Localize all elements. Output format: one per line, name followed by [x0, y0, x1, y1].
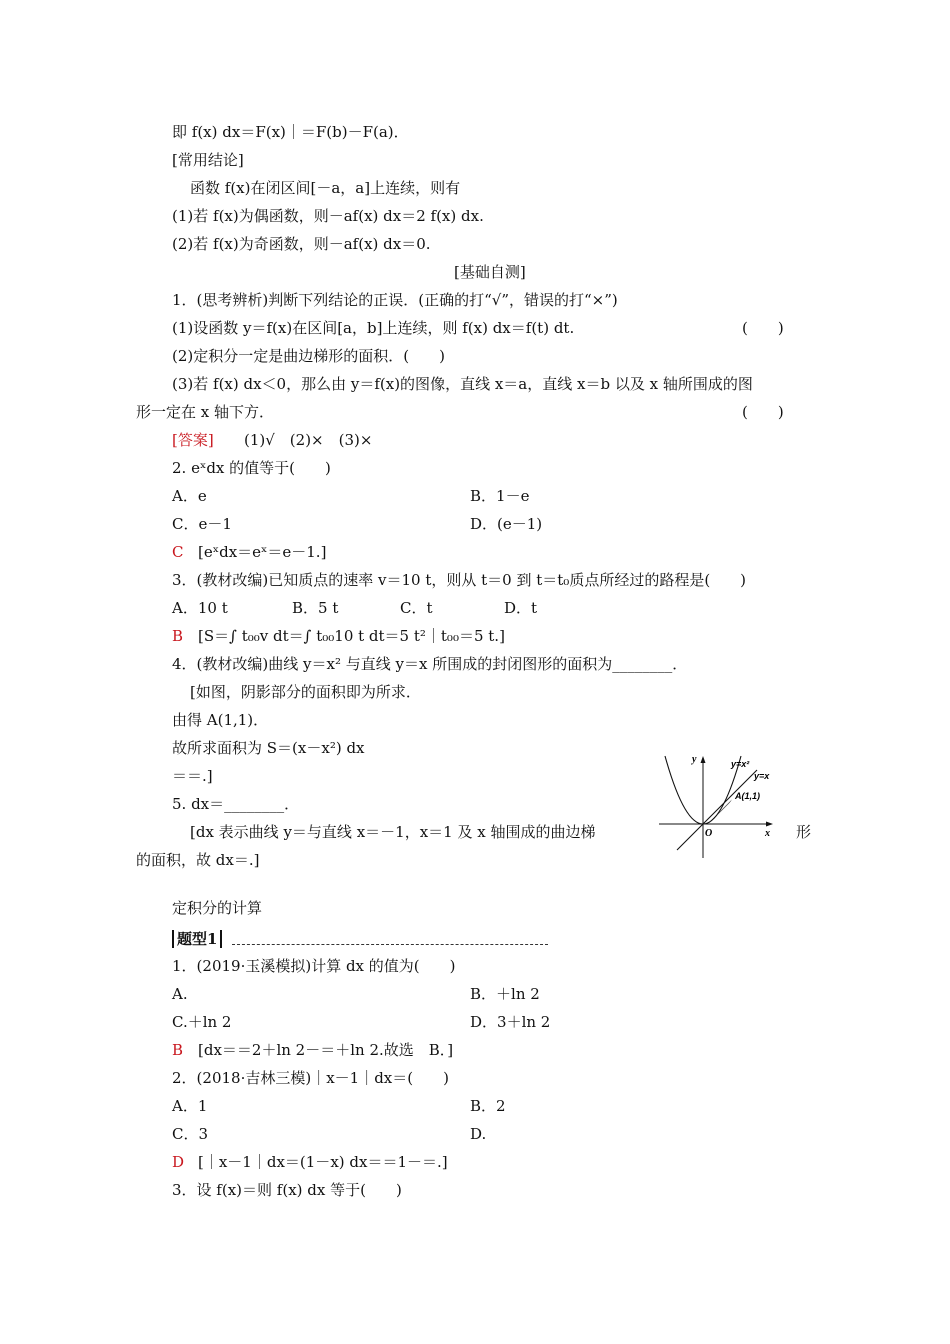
y-axis-label: y — [692, 754, 697, 765]
q3-stem: 3．(教材改编)已知质点的速率 v＝10 t，则从 t＝0 到 t＝t₀质点所经过的路程是( ) — [172, 571, 747, 589]
q3-option-d: D．t — [504, 599, 538, 617]
line-1: 即 f(x) dx＝F(x)｜＝F(b)－F(a)． — [172, 123, 409, 141]
q1-answer: (1)√ (2)× (3)× — [244, 431, 373, 449]
q2-answer: [eˣdx＝eˣ＝e－1.] — [198, 543, 327, 561]
q5-solution-1: [dx 表示曲线 y＝与直线 x＝－1，x＝1 及 x 轴围成的曲边梯 — [190, 823, 596, 841]
q3-answer-letter: B — [172, 627, 184, 645]
q1-item-3: (3)若 f(x) dx＜0，那么由 y＝f(x)的图像，直线 x＝a，直线 x＝b 以及 x 轴所围成的图 — [172, 375, 753, 393]
q4-solution-2: 由得 A(1,1)． — [172, 711, 269, 729]
t1-q1-option-a: A. — [172, 985, 188, 1003]
q5-solution-2: 的面积，故 dx＝.] — [136, 851, 260, 869]
q3-option-a: A．10 t — [172, 599, 228, 617]
q1-stem: 1．(思考辨析)判断下列结论的正误．(正确的打“√”，错误的打“×”) — [172, 291, 618, 309]
parabola-line-figure — [655, 752, 785, 862]
t1-q1-option-c: C.＋ln 2 — [172, 1013, 232, 1031]
t1-q2-answer-letter: D — [172, 1153, 185, 1171]
t1-q1-answer: [dx＝＝2＋ln 2－＝＋ln 2.故选 B．] — [198, 1041, 454, 1059]
t1-q2-option-d: D. — [470, 1125, 487, 1143]
t1-q1-stem: 1．(2019·玉溪模拟)计算 dx 的值为( ) — [172, 957, 456, 975]
t1-q1-option-b: B．＋ln 2 — [470, 985, 540, 1003]
q5-solution-1-end: 形 — [796, 823, 812, 841]
t1-q1-option-d: D．3＋ln 2 — [470, 1013, 551, 1031]
line-y-eq-x — [677, 770, 757, 850]
q3-option-c: C．t — [400, 599, 433, 617]
line-3: 函数 f(x)在闭区间[－a，a]上连续，则有 — [190, 179, 461, 197]
t1-q2-option-b: B．2 — [470, 1097, 506, 1115]
x-axis-label: x — [765, 828, 770, 839]
answer-paren: ( ) — [742, 319, 784, 337]
section-title-definite-integral: 定积分的计算 — [172, 899, 263, 917]
q4-solution-4: ＝＝.] — [172, 767, 213, 785]
line-5: (2)若 f(x)为奇函数，则－af(x) dx＝0. — [172, 235, 431, 253]
point-a-label: A(1,1) — [735, 791, 761, 801]
t1-q1-answer-letter: B — [172, 1041, 184, 1059]
t1-q3-stem: 3．设 f(x)＝则 f(x) dx 等于( ) — [172, 1181, 402, 1199]
q2-answer-letter: C — [172, 543, 184, 561]
y-axis-arrow — [701, 756, 706, 763]
line-4: (1)若 f(x)为偶函数，则－af(x) dx＝2 f(x) dx. — [172, 207, 484, 225]
x-axis-arrow — [766, 822, 773, 827]
t1-q2-stem: 2．(2018·吉林三模)｜x－1｜dx＝( ) — [172, 1069, 449, 1087]
t1-q2-option-a: A．1 — [172, 1097, 208, 1115]
q1-item-1: (1)设函数 y＝f(x)在区间[a，b]上连续，则 f(x) dx＝f(t) dt. — [172, 319, 575, 337]
q3-answer: [S＝∫ t₀₀v dt＝∫ t₀₀10 t dt＝5 t²｜t₀₀＝5 t.] — [198, 627, 505, 645]
curve-label: y=x² — [731, 759, 750, 769]
q3-option-b: B．5 t — [292, 599, 339, 617]
q2-option-a: A．e — [172, 487, 207, 505]
origin-label: O — [705, 828, 713, 839]
answer-paren: ( ) — [742, 403, 784, 421]
section-basic-self-test: [基础自测] — [454, 263, 526, 281]
q2-option-c: C．e－1 — [172, 515, 232, 533]
t1-q2-answer: [｜x－1｜dx＝(1－x) dx＝＝1－＝.] — [198, 1153, 448, 1171]
t1-q2-option-c: C．3 — [172, 1125, 209, 1143]
q1-item-3-cont: 形一定在 x 轴下方． — [136, 403, 274, 421]
dashed-divider — [232, 944, 548, 945]
q4-solution-1: [如图，阴影部分的面积即为所求． — [190, 683, 421, 701]
q2-stem: 2. eˣdx 的值等于( ) — [172, 459, 331, 477]
q1-answer-label: [答案] — [172, 431, 214, 449]
q1-item-2: (2)定积分一定是曲边梯形的面积．( ) — [172, 347, 445, 365]
section-common-conclusion: [常用结论] — [172, 151, 244, 169]
q4-stem: 4．(教材改编)曲线 y＝x² 与直线 y＝x 所围成的封闭图形的面积为________． — [172, 655, 688, 673]
q5-stem: 5. dx＝________． — [172, 795, 300, 813]
line-label: y=x — [754, 771, 770, 781]
q2-option-b: B．1－e — [470, 487, 530, 505]
q4-solution-3: 故所求面积为 S＝(x－x²) dx — [172, 739, 365, 757]
question-type-tag: 题型1 — [172, 930, 222, 948]
q2-option-d: D．(e－1) — [470, 515, 543, 533]
